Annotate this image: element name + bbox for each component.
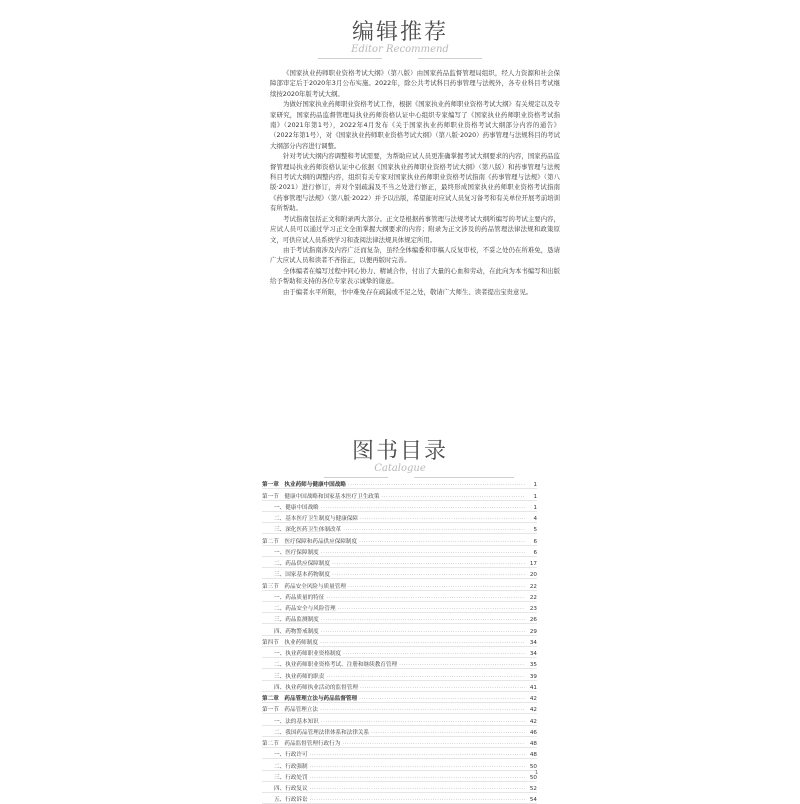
toc-subsection-row: [262, 726, 537, 737]
toc-entry-page: 39: [529, 673, 537, 680]
toc-subsection-row: [262, 714, 537, 725]
toc-entry-page: 23: [529, 606, 537, 612]
toc-dot-leader: [320, 707, 525, 713]
toc-dot-leader: [360, 516, 525, 522]
toc-entry-page: 26: [529, 617, 537, 624]
toc-entry-page: 48: [529, 741, 537, 747]
toc-entry-label: 一、执业药师职业资格制度: [274, 651, 342, 657]
toc-entry-page: 22: [529, 583, 537, 590]
toc-subsection-row: [262, 523, 537, 534]
toc-dot-leader: [359, 696, 525, 702]
toc-entry-page: 41: [529, 684, 537, 691]
toc-entry-page: 4: [533, 516, 537, 522]
toc-dot-leader: [342, 741, 525, 747]
toc-entry-page: 46: [529, 729, 537, 736]
toc-subsection-row: [262, 568, 537, 579]
toc-entry-label: 第三节 药品安全风险与质量管理: [262, 583, 346, 590]
toc-subsection-row: [262, 681, 537, 692]
toc-entry-page: 1: [533, 493, 537, 500]
toc-dot-leader: [310, 752, 525, 758]
toc-entry-page: 22: [529, 594, 537, 601]
toc-dot-leader: [371, 730, 525, 736]
toc-entry-page: 42: [529, 707, 537, 714]
toc-section-row: [262, 636, 537, 647]
toc-dot-leader: [332, 561, 525, 567]
toc-subsection-row: [262, 759, 537, 770]
toc-subsection-row: [262, 647, 537, 658]
toc-dot-leader: [321, 719, 525, 725]
toc-entry-label: 四、行政复议: [274, 786, 308, 792]
toc-dot-leader: [332, 572, 525, 578]
toc-entry-page: 29: [529, 628, 537, 635]
catalogue-header: [0, 439, 800, 475]
editor-paragraph: 针对考试大纲内容调整和考试需要，为帮助应试人员更准确掌握考试大纲要求的内容，国家药品监督管理局执业药师资格认证中心依据《国家执业药师职业资格考试大纲》（第八版）和药事管理与法规科目考试大纲的调整内容，组织有关专家对国家执业药师职业资格考试指南《药事管理与法规》（第八版·2021）进行修订，并对个别疏漏及不当之处进行修正，最终形成国家执业药师职业资格考试指南《药事管理与法规》（第八版·2022）并予以出版，希望能对应试人员复习备考和有关单位开展考前培训有所帮助。: [270, 152, 560, 213]
toc-entry-label: 第一节 健康中国战略和国家基本医疗卫生政策: [262, 493, 380, 500]
toc-subsection-row: [262, 669, 537, 680]
editor-paragraph: 由于编者水平所限，书中难免存在疏漏或不足之处，敬请广大师生、读者提出宝贵意见。: [283, 287, 533, 296]
toc-entry-page: 5: [533, 527, 537, 534]
toc-dot-leader: [360, 685, 525, 691]
toc-subsection-row: [262, 557, 537, 568]
toc-section-row: [262, 534, 537, 545]
toc-entry-page: 6: [533, 538, 537, 545]
toc-entry-page: 34: [529, 651, 537, 657]
toc-dot-leader: [321, 617, 525, 623]
toc-entry-label: 第二节 药品监督管理行政行为: [262, 741, 341, 747]
editor-paragraph: 考试指南包括正文和附录两大部分。正文是根据药事管理与法规考试大纲所编写的考试主要内容，应试人员可以通过学习正文全面掌握大纲要求的内容；附录为正文涉及的药品管理法律法规和政策原文，可供应试人员系统学习和查阅法律法规具体规定所用。: [270, 214, 560, 244]
toc-entry-page: 1: [533, 482, 537, 489]
toc-entry-label: 第二章 药品管理立法与药品监督管理: [262, 696, 358, 702]
toc-entry-label: 二、执业药师职业资格考试、注册和继续教育管理: [274, 662, 398, 669]
editor-paragraph: 全体编者在编写过程中同心协力、精诚合作，付出了大量的心血和劳动，在此向为本书编写和出版给予帮助和支持的各位专家表示诚挚的谢意。: [270, 266, 560, 286]
toc-entry-page: 6: [533, 549, 537, 556]
toc-dot-leader: [359, 539, 525, 545]
toc-subsection-row: [262, 748, 537, 759]
toc-entry-page: 50: [529, 774, 537, 781]
toc-dot-leader: [343, 527, 525, 533]
toc-chapter-row: [262, 692, 537, 703]
toc-entry-page: 48: [529, 752, 537, 759]
toc-subsection-row: [262, 658, 537, 669]
toc-entry-label: 四、执业药师执业活动的监督管理: [274, 684, 358, 691]
toc-entry-label: 二、药品供应保障制度: [274, 561, 330, 567]
toc-dot-leader: [381, 494, 525, 500]
toc-dot-leader: [320, 640, 525, 646]
toc-section-row: [262, 489, 537, 500]
toc-entry-label: 三、行政处罚: [274, 774, 308, 781]
header-rule-left: [318, 58, 382, 59]
toc-entry-label: 三、深化医药卫生体制改革: [274, 527, 342, 534]
toc-dot-leader: [399, 662, 525, 668]
toc-entry-page: 17: [529, 561, 537, 567]
toc-entry-label: 二、行政强制: [274, 763, 308, 770]
editor-recommend-body: [270, 68, 560, 297]
toc-dot-leader: [321, 505, 525, 511]
toc-chapter-row: [262, 478, 537, 489]
toc-subsection-row: [262, 591, 537, 602]
catalogue-subtitle: Catalogue: [374, 463, 426, 474]
catalogue-title: 图书目录: [351, 439, 448, 464]
editor-recommend-header: [0, 20, 800, 56]
toc-dot-leader: [310, 797, 525, 803]
toc-entry-label: 一、健康中国战略: [274, 504, 319, 511]
toc-entry-label: 三、执业药师的职责: [274, 673, 325, 680]
toc-subsection-row: [262, 546, 537, 557]
toc-entry-page: 50: [529, 763, 537, 770]
toc-section-row: [262, 737, 537, 748]
toc-entry-label: 第一节 药品管理立法: [262, 707, 318, 714]
toc-dot-leader: [326, 595, 525, 601]
toc-entry-label: 五、行政诉讼: [274, 797, 308, 804]
toc-section-row: [262, 579, 537, 590]
toc-subsection-row: [262, 782, 537, 793]
toc-subsection-row: [262, 771, 537, 782]
toc-dot-leader: [326, 674, 525, 680]
toc-entry-label: 一、法的基本知识: [274, 718, 319, 725]
toc-section-row: [262, 703, 537, 714]
table-of-contents: [262, 478, 537, 804]
toc-subsection-row: [262, 602, 537, 613]
toc-entry-page: 42: [529, 718, 537, 725]
toc-entry-label: 第二节 医疗保障和药品供应保障制度: [262, 538, 358, 545]
editor-paragraph: 由于考试指南涉及内容广泛而复杂，虽经全体编委和审稿人反复审校，不妥之处仍在所难免，恳请广大应试人员和读者不吝指正，以便再版时完善。: [270, 245, 560, 265]
toc-entry-label: 四、药物警戒制度: [274, 628, 319, 635]
toc-entry-page: 54: [529, 797, 537, 804]
toc-entry-page: 20: [529, 572, 537, 579]
toc-entry-label: 第四节 执业药师制度: [262, 639, 318, 646]
toc-subsection-row: [262, 613, 537, 624]
toc-dot-leader: [321, 550, 525, 556]
toc-entry-label: 三、药品监测制度: [274, 617, 319, 624]
toc-dot-leader: [348, 482, 525, 488]
toc-entry-page: 35: [529, 662, 537, 669]
toc-dot-leader: [348, 584, 525, 590]
editor-paragraph: 《国家执业药师职业资格考试大纲》（第八版）由国家药品监督管理局组织，经人力资源和社会保障部审定后于2020年3月公布实施。2022年，除公共考试科目药事管理与法规外，各专业科目考试继续按2020年版考试大纲。: [270, 69, 560, 98]
toc-dot-leader: [321, 629, 525, 635]
toc-dot-leader: [310, 764, 525, 770]
toc-dot-leader: [310, 775, 525, 781]
toc-subsection-row: [262, 624, 537, 635]
toc-entry-label: 三、国家基本药物制度: [274, 572, 330, 579]
toc-entry-page: 34: [529, 639, 537, 646]
editor-recommend-subtitle: Editor Recommend: [351, 44, 449, 55]
toc-entry-label: 二、我国药品管理法律体系和法律关系: [274, 729, 370, 736]
toc-entry-page: 1: [533, 504, 537, 511]
toc-entry-page: 52: [529, 786, 537, 792]
toc-entry-label: 第一章 执业药师与健康中国战略: [262, 482, 346, 489]
toc-entry-label: 一、行政许可: [274, 752, 308, 759]
toc-dot-leader: [310, 786, 525, 792]
toc-dot-leader: [338, 606, 525, 612]
editor-recommend-title: 编辑推荐: [351, 20, 448, 45]
toc-subsection-row: [262, 501, 537, 512]
toc-dot-leader: [343, 651, 525, 657]
toc-entry-label: 二、药品安全与风险管理: [274, 606, 336, 612]
toc-subsection-row: [262, 793, 537, 804]
toc-entry-label: 一、药品质量的特征: [274, 594, 325, 601]
header-rule-right: [418, 58, 482, 59]
toc-entry-label: 一、医疗保障制度: [274, 549, 319, 556]
editor-paragraph: 为做好国家执业药师职业资格考试工作，根据《国家执业药师职业资格考试大纲》有关规定以及专家研究，国家药品监督管理局执业药师资格认证中心组织专家编写了《国家执业药师职业资格考试指南》（2021年第1号），2022年4月发布《关于国家执业药师职业资格考试大纲部分内容的通告》（2022年第1号），对《国家执业药师职业资格考试大纲》（第八版·2020）药事管理与法规科目的考试大纲部分内容进行调整。: [270, 100, 560, 150]
toc-entry-page: 42: [529, 696, 537, 702]
toc-entry-label: 二、基本医疗卫生制度与健康保障: [274, 516, 358, 522]
toc-subsection-row: [262, 512, 537, 523]
page-number: 1: [535, 770, 539, 776]
